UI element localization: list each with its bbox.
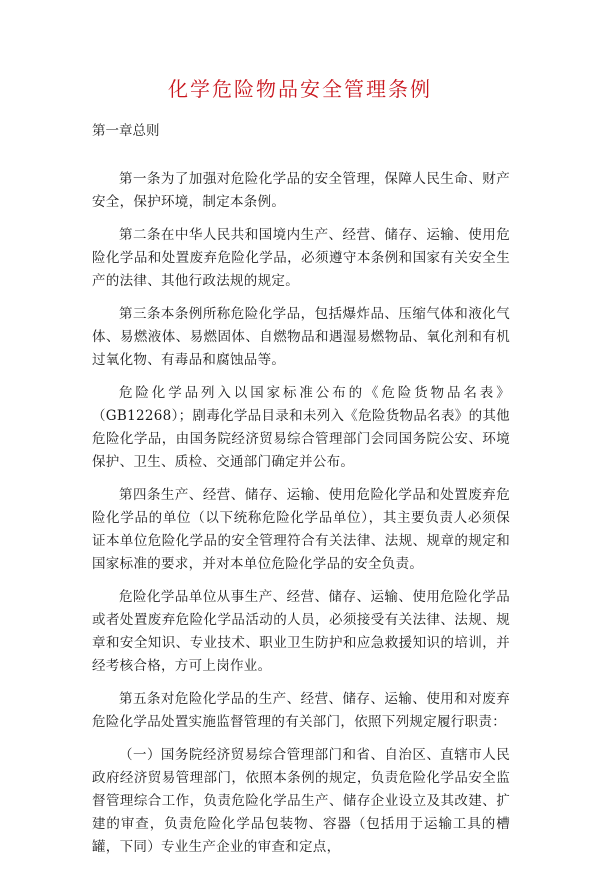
paragraph-article-3: 第三条本条例所称危险化学品，包括爆炸品、压缩气体和液化气体、易燃液体、易燃固体、自燃物品和遇湿易燃物品、氧化剂和有机过氧化物、有毒品和腐蚀品等。 bbox=[92, 306, 510, 368]
document-title: 化学危险物品安全管理条例 bbox=[168, 77, 432, 101]
paragraph-article-1: 第一条为了加强对危险化学品的安全管理，保障人民生命、财产安全，保护环境，制定本条例。 bbox=[92, 171, 510, 210]
chapter-heading: 第一章总则 bbox=[92, 123, 160, 139]
paragraph-article-5: 第五条对危险化学品的生产、经营、储存、运输、使用和对废弃危险化学品处置实施监督管理的有关部门，依照下列规定履行职责： bbox=[92, 691, 510, 730]
paragraph-article-4-cont: 危险化学品单位从事生产、经营、储存、运输、使用危险化学品或者处置废弃危险化学品活动的人员，必须接受有关法律、法规、规章和安全知识、专业技术、职业卫生防护和应急救援知识的培训，并经考核合格，方可上岗作业。 bbox=[92, 589, 510, 674]
document-body bbox=[92, 168, 510, 869]
paragraph-article-5-item-1: （一）国务院经济贸易综合管理部门和省、自治区、直辖市人民政府经济贸易管理部门，依照本条例的规定，负责危险化学品安全监督管理综合工作，负责危险化学品生产、储存企业设立及其改建、扩建的审查，负责危险化学品包装物、容器（包括用于运输工具的槽罐，下同）专业生产企业的审查和定点， bbox=[92, 747, 510, 855]
paragraph-article-3-cont: 危险化学品列入以国家标准公布的《危险货物品名表》（GB12268）；剧毒化学品目录和未列入《危险货物品名表》的其他危险化学品，由国务院经济贸易综合管理部门会同国务院公安、环境保护、卫生、质检、交通部门确定并公布。 bbox=[92, 385, 510, 470]
paragraph-article-4: 第四条生产、经营、储存、运输、使用危险化学品和处置废弃危险化学品的单位（以下统称危险化学品单位），其主要负责人必须保证本单位危险化学品的安全管理符合有关法律、法规、规章的规定和国家标准的要求，并对本单位危险化学品的安全负责。 bbox=[92, 487, 510, 572]
paragraph-article-2: 第二条在中华人民共和国境内生产、经营、储存、运输、使用危险化学品和处置废弃危险化学品，必须遵守本条例和国家有关安全生产的法律、其他行政法规的规定。 bbox=[92, 227, 510, 289]
